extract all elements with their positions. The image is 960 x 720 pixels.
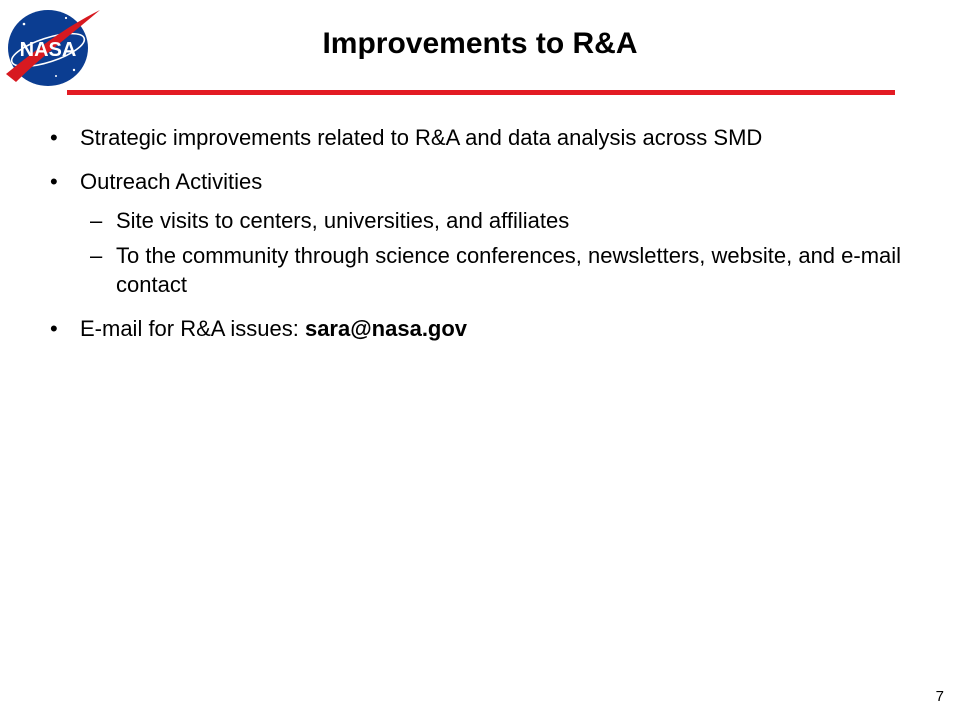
bullet-list bbox=[50, 124, 930, 343]
bullet-item bbox=[50, 315, 930, 343]
bullet-dot: • bbox=[50, 125, 58, 150]
bullet-dot: • bbox=[50, 316, 58, 341]
sub-bullet-item bbox=[50, 241, 930, 299]
bullet-text: E-mail for R&A issues: bbox=[80, 316, 305, 341]
email-link[interactable]: sara@nasa.gov bbox=[304, 316, 468, 341]
logo-wordmark: NASA bbox=[19, 39, 77, 61]
sub-bullet-text: Site visits to centers, universities, and affiliates bbox=[116, 208, 570, 233]
page-number: 7 bbox=[935, 688, 944, 705]
sub-bullet-item bbox=[50, 206, 930, 235]
bullet-text: Strategic improvements related to R&A and data analysis across SMD bbox=[80, 125, 763, 150]
bullet-item bbox=[50, 168, 930, 196]
bullet-text: Outreach Activities bbox=[80, 169, 263, 194]
sub-bullet-dash: – bbox=[90, 243, 103, 268]
slide-title: Improvements to R&A bbox=[322, 27, 638, 60]
bullet-item bbox=[50, 124, 930, 152]
sub-bullet-text: To the community through science conferences, newsletters, website, and e-mail contact bbox=[116, 243, 902, 297]
bullet-dot: • bbox=[50, 169, 58, 194]
sub-bullet-dash: – bbox=[90, 208, 103, 233]
title-underline bbox=[67, 90, 895, 95]
